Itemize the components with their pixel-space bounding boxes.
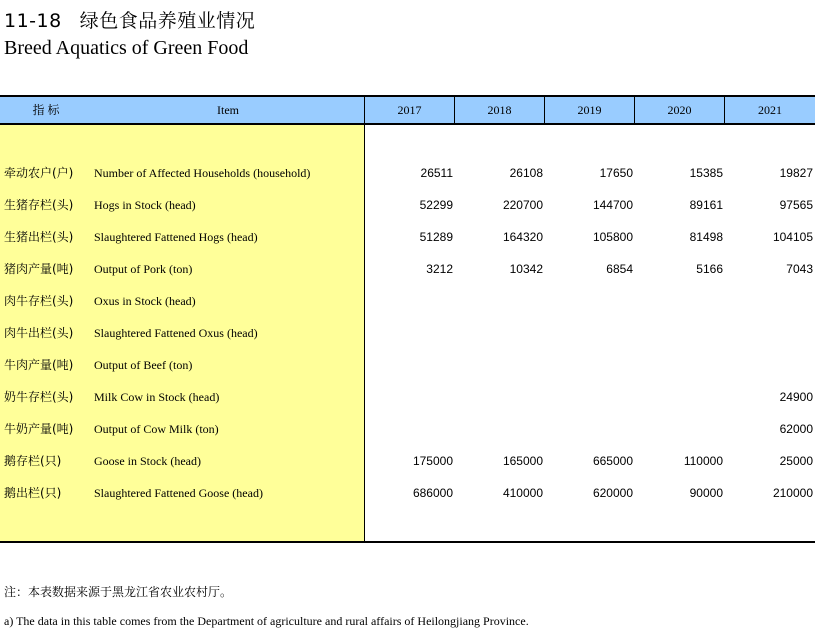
table-row xyxy=(0,381,815,413)
value-cell: 26108 xyxy=(509,166,543,180)
value-cell: 81498 xyxy=(689,230,723,244)
header-year: 2020 xyxy=(634,97,724,123)
row-label-en: Oxus in Stock (head) xyxy=(94,294,196,308)
page-title-en: Breed Aquatics of Green Food xyxy=(4,37,249,59)
value-cell: 15385 xyxy=(689,166,723,180)
note-en: a) The data in this table comes from the Department of agriculture and rural affairs of Heilongjiang Province. xyxy=(4,614,529,628)
row-label-cn: 牵动农户(户) xyxy=(4,166,74,180)
row-label-cn: 鹅出栏(只) xyxy=(4,486,62,500)
value-cell: 175000 xyxy=(412,454,453,468)
table-bottom-rule xyxy=(0,541,815,543)
value-cell: 5166 xyxy=(696,262,723,276)
row-label-en: Output of Beef (ton) xyxy=(94,358,193,372)
value-cell: 164320 xyxy=(502,230,543,244)
table-number: 11-18 xyxy=(4,10,62,32)
table-row xyxy=(0,157,815,189)
value-cell: 3212 xyxy=(426,262,453,276)
table-row xyxy=(0,189,815,221)
value-cell: 220700 xyxy=(502,198,543,212)
value-cell: 62000 xyxy=(779,422,813,436)
header-year: 2021 xyxy=(724,97,815,123)
row-label-cn: 肉牛出栏(头) xyxy=(4,326,74,340)
value-cell: 105800 xyxy=(592,230,633,244)
row-label-en: Slaughtered Fattened Hogs (head) xyxy=(94,230,258,244)
value-cell: 165000 xyxy=(502,454,543,468)
table-row xyxy=(0,253,815,285)
table-row xyxy=(0,445,815,477)
header-year: 2018 xyxy=(454,97,544,123)
row-label-en: Number of Affected Households (household) xyxy=(94,166,311,180)
table-row xyxy=(0,413,815,445)
header-year: 2019 xyxy=(544,97,634,123)
row-label-cn: 猪肉产量(吨) xyxy=(4,262,74,276)
value-cell: 7043 xyxy=(786,262,813,276)
value-cell: 90000 xyxy=(689,486,723,500)
value-cell: 10342 xyxy=(509,262,543,276)
table-row xyxy=(0,285,815,317)
title-cn-text: 绿色食品养殖业情况 xyxy=(79,10,256,32)
table-row xyxy=(0,477,815,509)
table-row xyxy=(0,317,815,349)
row-label-cn: 牛肉产量(吨) xyxy=(4,358,74,372)
value-cell: 110000 xyxy=(683,454,723,468)
value-cell: 51289 xyxy=(419,230,453,244)
value-cell: 19827 xyxy=(779,166,813,180)
row-label-cn: 生猪出栏(头) xyxy=(4,230,74,244)
value-cell: 17650 xyxy=(599,166,633,180)
row-label-en: Slaughtered Fattened Goose (head) xyxy=(94,486,263,500)
row-label-cn: 肉牛存栏(头) xyxy=(4,294,74,308)
row-label-en: Output of Pork (ton) xyxy=(94,262,193,276)
value-cell: 97565 xyxy=(779,198,813,212)
value-cell: 26511 xyxy=(420,166,453,180)
row-label-en: Hogs in Stock (head) xyxy=(94,198,196,212)
row-label-cn: 牛奶产量(吨) xyxy=(4,422,74,436)
row-label-cn: 鹅存栏(只) xyxy=(4,454,62,468)
row-label-en: Goose in Stock (head) xyxy=(94,454,201,468)
row-label-cn: 奶牛存栏(头) xyxy=(4,390,74,404)
note-cn: 注：本表数据来源于黑龙江省农业农村厅。 xyxy=(4,585,233,599)
value-cell: 52299 xyxy=(419,198,453,212)
header-year: 2017 xyxy=(364,97,454,123)
value-cell: 210000 xyxy=(772,486,813,500)
value-cell: 410000 xyxy=(502,486,543,500)
value-cell: 89161 xyxy=(689,198,723,212)
value-cell: 665000 xyxy=(592,454,633,468)
value-cell: 104105 xyxy=(772,230,813,244)
value-cell: 25000 xyxy=(779,454,813,468)
page-title-cn xyxy=(4,6,255,33)
value-cell: 24900 xyxy=(779,390,813,404)
table-row xyxy=(0,221,815,253)
row-label-en: Output of Cow Milk (ton) xyxy=(94,422,219,436)
value-cell: 686000 xyxy=(412,486,453,500)
table-row xyxy=(0,349,815,381)
value-cell: 620000 xyxy=(592,486,633,500)
value-cell: 6854 xyxy=(606,262,633,276)
header-indicator-cn: 指 标 xyxy=(32,103,60,117)
table-header xyxy=(0,95,815,125)
row-label-en: Milk Cow in Stock (head) xyxy=(94,390,220,404)
header-item-en: Item xyxy=(217,103,239,117)
value-cell: 144700 xyxy=(592,198,633,212)
row-label-en: Slaughtered Fattened Oxus (head) xyxy=(94,326,258,340)
row-label-cn: 生猪存栏(头) xyxy=(4,198,74,212)
